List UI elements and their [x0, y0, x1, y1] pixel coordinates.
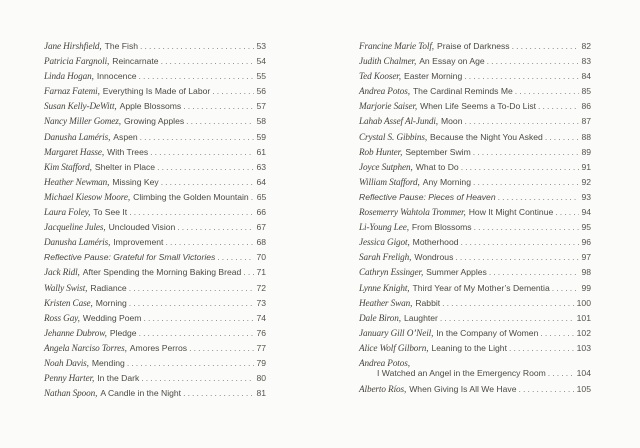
entry-author: Lynne Knight,	[359, 282, 410, 293]
dot-leader	[157, 162, 254, 172]
toc-entry	[44, 267, 266, 282]
page-number: 72	[256, 282, 266, 293]
toc-entry	[44, 283, 266, 298]
entry-author: Sarah Freligh,	[359, 252, 412, 263]
toc-entry	[44, 177, 266, 192]
page-number: 94	[581, 207, 591, 218]
entry-author: Alberto Ríos,	[359, 383, 407, 394]
dot-leader	[183, 101, 254, 111]
toc-entry	[44, 298, 266, 313]
poem-title: Radiance	[90, 282, 127, 293]
poem-title: The Cardinal Reminds Me	[412, 86, 513, 97]
poem-title: A Candle in the Night	[100, 388, 182, 399]
dot-leader	[545, 132, 580, 142]
page-number: 84	[581, 71, 591, 82]
toc-entry	[44, 343, 266, 358]
page-number: 86	[581, 101, 591, 112]
toc-entry	[44, 358, 266, 373]
poem-title: From Blossoms	[411, 222, 472, 233]
toc-entry	[359, 41, 591, 56]
poem-title: Growing Apples	[123, 116, 185, 127]
page-number: 98	[581, 267, 591, 278]
entry-author: Joyce Sutphen,	[359, 161, 413, 172]
entry-author: Farnaz Fatemi,	[44, 86, 100, 97]
entry-author: Ross Gay,	[44, 312, 80, 323]
reflective-pause-label: Reflective Pause: Pieces of Heaven	[359, 191, 496, 202]
entry-author: Cathryn Essinger,	[359, 267, 424, 278]
toc-entry	[359, 162, 591, 177]
page-number: 101	[576, 312, 591, 323]
toc-entry	[44, 313, 266, 328]
entry-author: Heather Swan,	[359, 297, 413, 308]
entry-author: Jessica Gigot,	[359, 237, 410, 248]
dot-leader	[129, 207, 254, 217]
toc-entry	[359, 86, 591, 101]
poem-title: Wondrous	[414, 252, 454, 263]
poem-title: Praise of Darkness	[437, 41, 510, 51]
page-number: 59	[256, 131, 266, 142]
toc-entry	[44, 328, 266, 343]
page-number: 102	[576, 327, 591, 338]
toc-entry	[44, 116, 266, 131]
poem-title: How It Might Continue	[468, 207, 554, 218]
toc-entry	[44, 388, 266, 403]
poem-title: To See It	[93, 207, 128, 218]
entry-author: Wally Swist,	[44, 282, 88, 293]
dot-leader	[251, 192, 255, 202]
page-number: 103	[576, 342, 591, 353]
toc-entry	[359, 101, 591, 116]
page-number: 68	[256, 237, 266, 248]
dot-leader	[487, 56, 580, 66]
toc-entry	[44, 101, 266, 116]
toc-entry	[44, 162, 266, 177]
poem-title: Improvement	[113, 237, 164, 248]
toc-entry	[44, 192, 266, 207]
entry-author: Nathan Spoon,	[44, 388, 98, 399]
page-number: 104	[576, 368, 591, 379]
entry-author: Heather Newman,	[44, 176, 110, 187]
dot-leader	[161, 177, 255, 187]
entry-author: Rob Hunter,	[359, 146, 403, 157]
toc-entry	[359, 207, 591, 222]
dot-leader	[139, 71, 255, 81]
poem-title: Amores Perros	[129, 342, 188, 353]
entry-author: Laura Foley,	[44, 207, 91, 218]
dot-leader	[509, 343, 575, 353]
dot-leader	[540, 328, 574, 338]
toc-entry	[44, 222, 266, 237]
poem-title: Motherhood	[412, 237, 459, 248]
poem-title: Wedding Poem	[82, 312, 142, 323]
toc-entry	[44, 373, 266, 388]
entry-author: Angela Narciso Torres,	[44, 342, 127, 353]
toc-entry	[359, 298, 591, 313]
page-number: 87	[581, 116, 591, 127]
entry-author: Susan Kelly-DeWitt,	[44, 101, 117, 112]
poem-title: Everything Is Made of Labor	[102, 86, 211, 97]
entry-author: Andrea Potos,	[359, 86, 410, 97]
entry-author: Alice Wolf Gilborn,	[359, 342, 429, 353]
poem-title: Because the Night You Asked	[430, 131, 543, 142]
toc-entry	[44, 86, 266, 101]
toc-right-page-column	[359, 41, 591, 399]
dot-leader	[461, 237, 580, 247]
dot-leader	[141, 373, 254, 383]
entry-author: Danusha Laméris,	[44, 237, 111, 248]
toc-entry	[359, 283, 591, 298]
poem-title: Innocence	[96, 71, 137, 82]
toc-left-page-column	[44, 41, 266, 403]
entry-author: Kristen Case,	[44, 297, 93, 308]
dot-leader	[140, 132, 255, 142]
dot-leader	[217, 252, 254, 262]
toc-entry	[359, 116, 591, 131]
poem-title: Summer Apples	[426, 267, 487, 278]
poem-title: Missing Key	[112, 176, 159, 187]
poem-title: When Life Seems a To-Do List	[420, 101, 537, 112]
entry-author: Rosemerry Wahtola Trommer,	[359, 207, 466, 218]
page-number: 63	[256, 161, 266, 172]
toc-entry-reflective-pause	[359, 192, 591, 207]
page-number: 57	[256, 101, 266, 112]
dot-leader	[461, 162, 580, 172]
toc-entry	[359, 71, 591, 86]
dot-leader	[519, 384, 575, 394]
page-number: 81	[256, 388, 266, 399]
toc-entry-reflective-pause	[44, 252, 266, 267]
entry-author: Noah Davis,	[44, 357, 89, 368]
page-number: 92	[581, 176, 591, 187]
toc-entry	[44, 237, 266, 252]
dot-leader	[243, 267, 254, 277]
page-number: 70	[256, 252, 266, 263]
page-number: 77	[256, 342, 266, 353]
entry-author: Crystal S. Gibbins,	[359, 131, 428, 142]
entry-author: Andrea Potos,	[359, 357, 410, 368]
entry-author: Jehanne Dubrow,	[44, 327, 107, 338]
toc-entry	[44, 41, 266, 56]
page-number: 54	[256, 56, 266, 67]
dot-leader	[140, 41, 254, 51]
toc-entry	[359, 384, 591, 399]
reflective-pause-label: Reflective Pause: Grateful for Small Victories	[44, 252, 216, 263]
dot-leader	[129, 283, 255, 293]
toc-entry	[359, 147, 591, 162]
toc-entry	[359, 267, 591, 282]
page-number: 82	[581, 41, 591, 51]
poem-title: Easter Morning	[403, 71, 463, 82]
page-number: 61	[256, 146, 266, 157]
entry-author: Nancy Miller Gomez,	[44, 116, 121, 127]
dot-leader	[548, 368, 575, 378]
poem-title: Unclouded Vision	[108, 222, 176, 233]
toc-entry	[359, 252, 591, 267]
dot-leader	[177, 222, 254, 232]
dot-leader	[440, 313, 575, 323]
poem-title: The Fish	[104, 41, 139, 51]
dot-leader	[186, 116, 254, 126]
poem-title: Mending	[91, 357, 125, 368]
page-number: 100	[576, 297, 591, 308]
dot-leader	[161, 56, 255, 66]
page-number: 96	[581, 237, 591, 248]
page-number: 80	[256, 373, 266, 384]
poem-title: September Swim	[405, 146, 471, 157]
page-number: 89	[581, 146, 591, 157]
poem-title: After Spending the Morning Baking Bread	[82, 267, 242, 278]
dot-leader	[442, 298, 575, 308]
entry-author: Patricia Fargnoli,	[44, 56, 110, 67]
entry-author: Danusha Laméris,	[44, 131, 111, 142]
dot-leader	[129, 298, 255, 308]
dot-leader	[555, 207, 579, 217]
dot-leader	[489, 267, 580, 277]
dot-leader	[538, 101, 579, 111]
entry-author: William Stafford,	[359, 176, 420, 187]
entry-author: Judith Chalmer,	[359, 56, 417, 67]
toc-entry	[44, 56, 266, 71]
entry-author: Francine Marie Tolf,	[359, 41, 434, 51]
page-number: 85	[581, 86, 591, 97]
dot-leader	[473, 147, 580, 157]
dot-leader	[515, 86, 580, 96]
poem-title: Aspen	[113, 131, 138, 142]
dot-leader	[464, 116, 579, 126]
poem-title: Reincarnate	[112, 56, 159, 67]
page-number: 88	[581, 131, 591, 142]
toc-entry	[359, 313, 591, 328]
toc-entry	[44, 132, 266, 147]
poem-title: With Trees	[107, 146, 149, 157]
poem-title: In the Dark	[97, 373, 140, 384]
toc-entry	[44, 71, 266, 86]
page-number: 99	[581, 282, 591, 293]
poem-title: Third Year of My Mother’s Dementia	[412, 282, 550, 293]
dot-leader	[455, 252, 579, 262]
entry-author: Michael Kiesow Moore,	[44, 191, 131, 202]
page-number: 83	[581, 56, 591, 67]
poem-title: When Giving Is All We Have	[409, 383, 517, 394]
poem-title: Morning	[95, 297, 127, 308]
poem-title: Shelter in Place	[94, 161, 156, 172]
entry-author: Marjorie Saiser,	[359, 101, 418, 112]
poem-title: Climbing the Golden Mountain	[133, 191, 249, 202]
entry-author: Penny Harter,	[44, 373, 95, 384]
page-number: 55	[256, 71, 266, 82]
dot-leader	[474, 222, 580, 232]
dot-leader	[189, 343, 254, 353]
poem-title: Apple Blossoms	[119, 101, 182, 112]
entry-author: Li-Young Lee,	[359, 222, 409, 233]
dot-leader	[552, 283, 580, 293]
entry-author: January Gill O’Neil,	[359, 327, 434, 338]
entry-author: Linda Hogan,	[44, 71, 94, 82]
entry-author: Jack Ridl,	[44, 267, 80, 278]
poem-title: I Watched an Angel in the Emergency Room	[377, 368, 546, 379]
dot-leader	[512, 41, 580, 51]
page-number: 56	[256, 86, 266, 97]
page-number: 91	[581, 161, 591, 172]
page-number: 105	[576, 383, 591, 394]
page-number: 65	[256, 191, 267, 202]
dot-leader	[183, 388, 254, 398]
toc-entry	[359, 222, 591, 237]
dot-leader	[464, 71, 579, 81]
page-number: 53	[256, 41, 266, 51]
poem-title: Laughter	[403, 312, 438, 323]
entry-author: Margaret Hasse,	[44, 146, 105, 157]
page-number: 76	[256, 327, 266, 338]
page-number: 58	[256, 116, 266, 127]
page-number: 95	[581, 222, 591, 233]
poem-title: Leaning to the Light	[431, 342, 507, 353]
toc-entry	[44, 207, 266, 222]
entry-author: Dale Biron,	[359, 312, 401, 323]
dot-leader	[212, 86, 254, 96]
page-number: 73	[256, 297, 266, 308]
poem-title: An Essay on Age	[419, 56, 485, 67]
dot-leader	[473, 177, 579, 187]
entry-author: Kim Stafford,	[44, 161, 92, 172]
toc-entry-continuation	[359, 368, 591, 383]
dot-leader	[150, 147, 254, 157]
page-number: 93	[581, 191, 591, 202]
toc-entry	[359, 56, 591, 71]
page-number: 79	[256, 357, 266, 368]
page-number: 74	[256, 312, 266, 323]
toc-entry	[44, 147, 266, 162]
toc-entry	[359, 343, 591, 358]
page-number: 97	[581, 252, 591, 263]
poem-title: In the Company of Women	[436, 327, 539, 338]
dot-leader	[498, 192, 580, 202]
poem-title: What to Do	[415, 161, 459, 172]
poem-title: Any Morning	[422, 176, 471, 187]
toc-entry	[359, 328, 591, 343]
entry-author: Lahab Assef Al-Jundi,	[359, 116, 438, 127]
dot-leader	[139, 328, 255, 338]
page-number: 67	[256, 222, 266, 233]
page-number: 64	[256, 176, 266, 187]
toc-entry	[359, 132, 591, 147]
poem-title: Pledge	[109, 327, 137, 338]
poem-title: Rabbit	[415, 297, 441, 308]
entry-author: Jane Hirshfield,	[44, 41, 102, 51]
toc-entry	[359, 177, 591, 192]
poem-title: Moon	[440, 116, 463, 127]
toc-entry	[359, 237, 591, 252]
entry-author: Ted Kooser,	[359, 71, 401, 82]
page-number: 71	[256, 267, 266, 278]
toc-entry	[359, 358, 591, 369]
page-number: 66	[256, 207, 266, 218]
dot-leader	[143, 313, 254, 323]
dot-leader	[165, 237, 254, 247]
dot-leader	[127, 358, 255, 368]
entry-author: Jacqueline Jules,	[44, 222, 106, 233]
